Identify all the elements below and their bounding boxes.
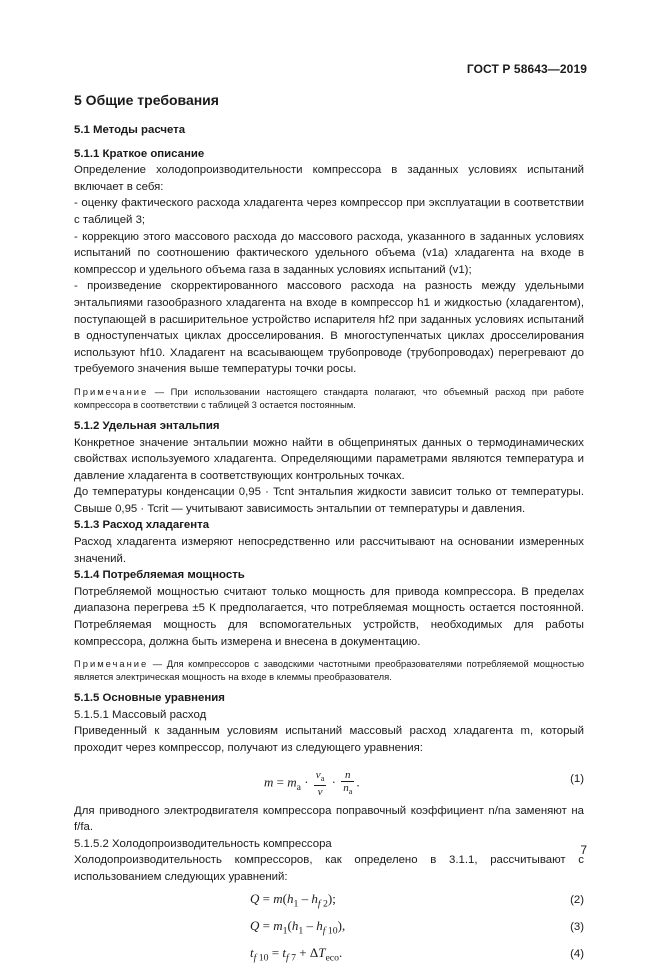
note-1 [74,385,584,411]
equation-4-formula: $t_{f 10} = t_{f 7} + \Delta T_{eco}$. [250,944,343,964]
equation-1-number: (1) [570,772,584,785]
note-1-label: Примечание [74,385,149,397]
equation-1-formula: $m = m_a$ · $\frac{v_a}{v}$ · $\frac{n}{n_a}$ . [264,768,360,798]
page-number: 7 [580,843,587,857]
equation-1 [74,763,584,797]
subsection-5-1-5-2-title: 5.1.5.2 Холодопроизводительность компрессора [74,837,332,850]
paragraph-5-1-2-p2: До температуры конденсации 0,95 · Tcnt энтальпия жидкости зависит только от температуры. Свыше 0,95 · Tcrit — учитывают зависимость энтальпии от температуры и давления. [74,486,584,515]
equation-2-formula: $Q = m(h_1 - h_{f 2})$; [250,890,336,910]
note-2 [74,657,584,683]
note-1-text: — При использовании настоящего стандарта полагают, что объемный расход при работе компрессора в соответствии с таблицей 3 остается постоянным. [74,385,584,410]
subsection-5-1-title: 5.1 Методы расчета [74,124,186,136]
note-2-text: — Для компрессоров с заводскими частотными преобразователями потребляемой мощностью является электрическая мощность на входе в клеммы преобразователя. [74,658,584,683]
paragraph-5-1-3-p1: Расход хладагента измеряют непосредственно или рассчитывают на основании измеренных значений. [74,536,584,565]
equation-3 [74,916,584,940]
paragraph-5-1-1-intro: Определение холодопроизводительности компрессора в заданных условиях испытаний включает в себя: [74,164,584,193]
page-content [74,90,584,970]
equation-2-number: (2) [570,893,584,906]
paragraph-5-1-5-1-p2: Для приводного электродвигателя компрессора поправочный коэффициент n/na заменяют на f/fa. [74,804,584,834]
note-2-label: Примечание [74,658,149,670]
equation-3-formula: $Q = m_1(h_1 - h_{f 10})$, [250,917,346,937]
standard-header: ГОСТ Р 58643—2019 [466,62,587,76]
equation-3-number: (3) [570,920,584,933]
subsection-5-1-3-title: 5.1.3 Расход хладагента [74,519,210,532]
paragraph-5-1-2-p1: Конкретное значение энтальпии можно найти в общепринятых данных о термодинамических свойствах используемого хладагента. Определяющими параметрами являются температура и давление хладагента в соответствующих контрольных точках. [74,436,584,482]
equation-4 [74,943,584,967]
paragraph-5-1-1-item3: - произведение скорректированного массового расхода на разность между удельными энтальпиями газообразного хладагента на входе в компрессор h1 и жидкостью (хладагентом), поступающей в расширительное устройство испарителя hf2 при заданных условиях испытаний в одноступенчатых циклах дросселирования. В многоступенчатых циклах дросселирования используют hf10. Хладагент на всасывающем трубопроводе (трубопроводах) перегревают до требуемого значения выше температуры точки росы. [74,280,584,376]
subsection-5-1-5-title: 5.1.5 Основные уравнения [74,692,225,705]
equation-4-number: (4) [570,947,584,960]
section-title: 5 Общие требования [74,92,219,108]
paragraph-5-1-5-1-p1: Приведенный к заданным условиям испытаний массовый расход хладагента m, который проходит через компрессор, получают из следующего уравнения: [74,725,584,754]
paragraph-5-1-1-item2: - коррекцию этого массового расхода до массового расхода, указанного в заданных условиях испытаний по соотношению фактического удельного объема (v1a) хладагента на входе в компрессор и удельного объема газа в заданных условиях испытаний (v1); [74,230,584,276]
paragraph-5-1-4-p1: Потребляемой мощностью считают только мощность для привода компрессора. В пределах диапазона перегрева ±5 К предполагается, что потребляемая мощность остается постоянной. Потребляемая мощность для вспомогательных устройств, необходимых для работы компрессора, должна быть измерена и внесена в документацию. [74,585,584,648]
subsection-5-1-2-title: 5.1.2 Удельная энтальпия [74,419,220,432]
subsection-5-1-5-1-title: 5.1.5.1 Массовый расход [74,708,207,721]
equation-2 [74,889,584,913]
subsection-5-1-4-title: 5.1.4 Потребляемая мощность [74,569,245,582]
paragraph-5-1-1-item1: - оценку фактического расхода хладагента через компрессор при эксплуатации в соответствии с таблицей 3; [74,197,584,226]
subsection-5-1-1-title: 5.1.1 Краткое описание [74,147,205,160]
paragraph-5-1-5-2-p1: Холодопроизводительность компрессоров, как определено в 3.1.1, рассчитывают с использованием следующих уравнений: [74,854,584,883]
